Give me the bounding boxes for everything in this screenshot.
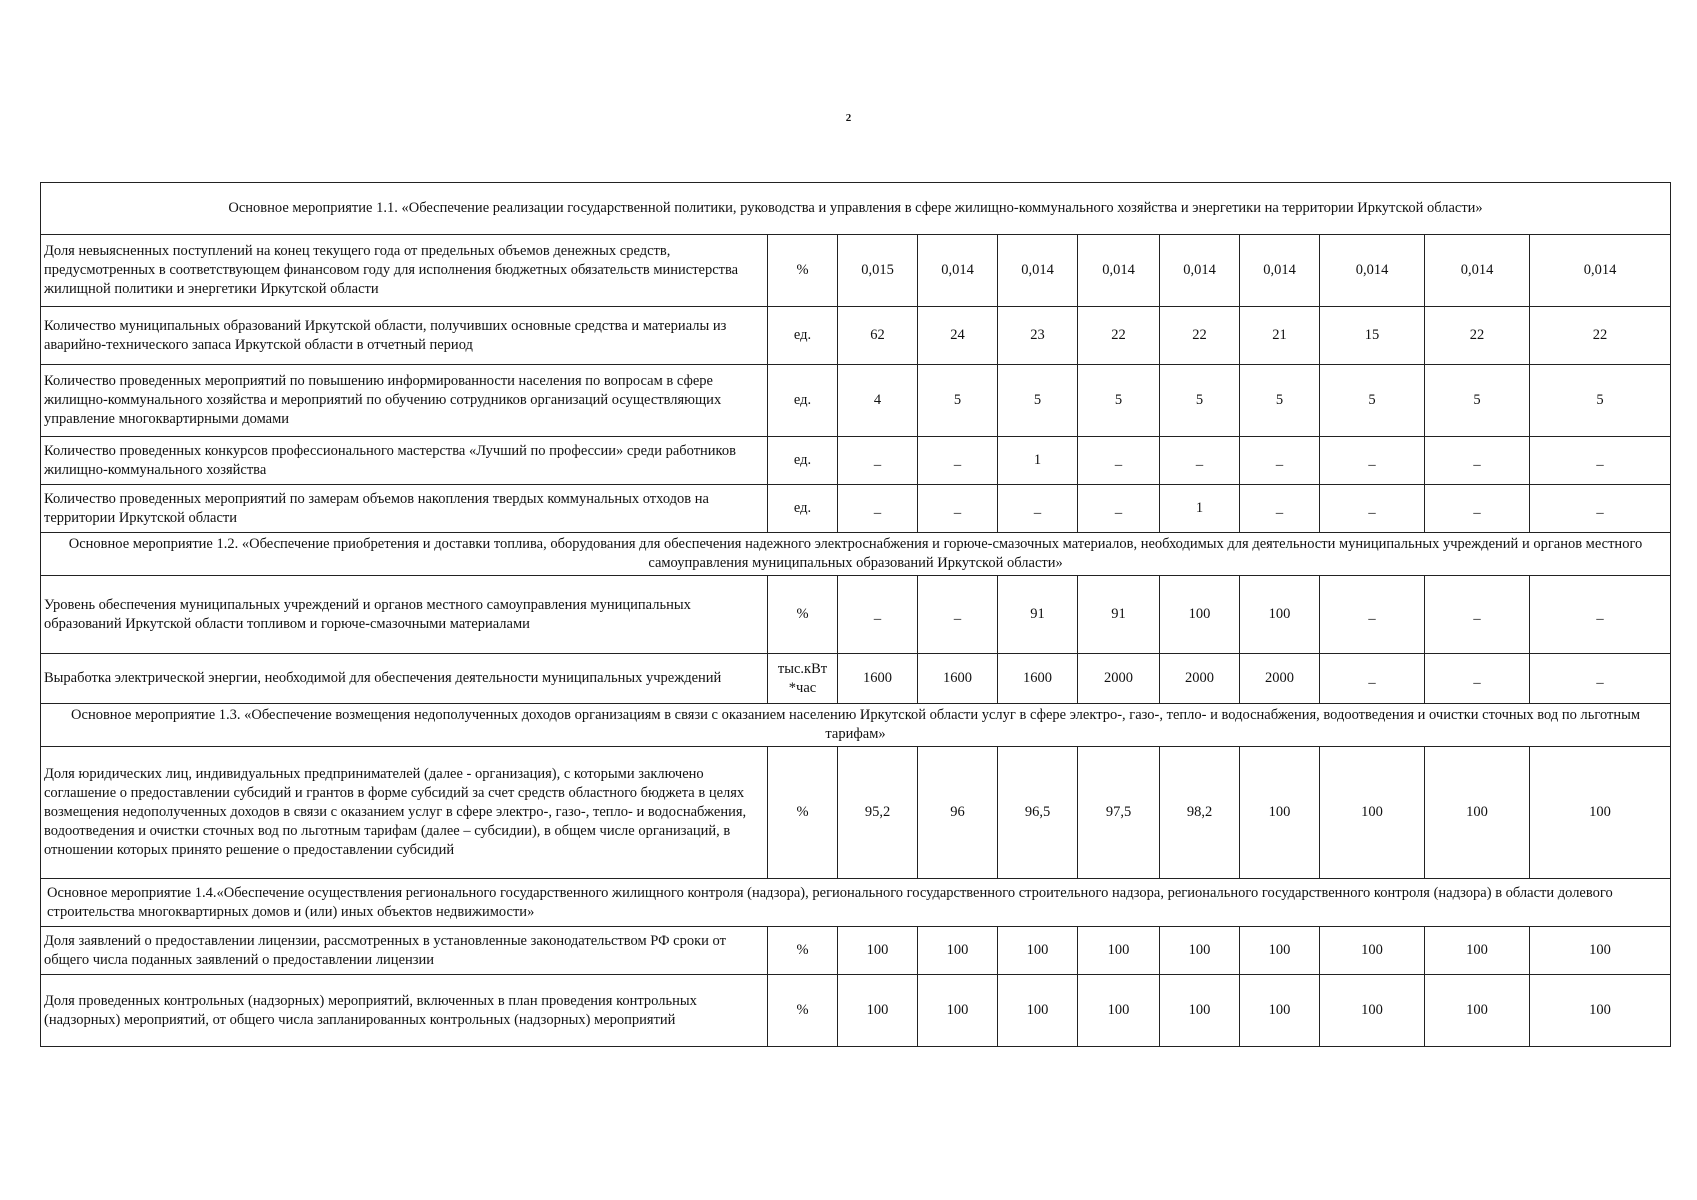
value-cell: 1600 bbox=[918, 654, 998, 704]
table-row bbox=[41, 576, 1671, 654]
value-cell: _ bbox=[838, 576, 918, 654]
value-cell: 2000 bbox=[1240, 654, 1320, 704]
unit-cell: % bbox=[768, 975, 838, 1047]
value-cell: _ bbox=[1425, 485, 1530, 533]
indicator-name: Количество проведенных конкурсов профессионального мастерства «Лучший по профессии» среди работников жилищно-коммунального хозяйства bbox=[41, 437, 768, 485]
value-cell: _ bbox=[918, 576, 998, 654]
value-cell: 100 bbox=[838, 975, 918, 1047]
page-number: 2 bbox=[845, 112, 852, 124]
value-cell: 100 bbox=[1160, 576, 1240, 654]
section-title: Основное мероприятие 1.1. «Обеспечение реализации государственной политики, руководства и управления в сфере жилищно-коммунального хозяйства и энергетики на территории Иркутской области» bbox=[41, 183, 1671, 235]
value-cell: _ bbox=[1425, 437, 1530, 485]
value-cell: 100 bbox=[1240, 747, 1320, 879]
value-cell: 100 bbox=[1530, 975, 1671, 1047]
unit-cell: тыс.кВт *час bbox=[768, 654, 838, 704]
value-cell: 0,014 bbox=[1160, 235, 1240, 307]
value-cell: 100 bbox=[1530, 747, 1671, 879]
value-cell: 98,2 bbox=[1160, 747, 1240, 879]
table-row bbox=[41, 365, 1671, 437]
table-row bbox=[41, 235, 1671, 307]
value-cell: 0,014 bbox=[1320, 235, 1425, 307]
value-cell: _ bbox=[1320, 654, 1425, 704]
value-cell: 1600 bbox=[998, 654, 1078, 704]
indicator-name: Доля юридических лиц, индивидуальных предпринимателей (далее - организация), с которыми заключено соглашение о предоставлении субсидий и грантов в форме субсидий за счет средств областного бюджета в целях возмещения недополученных доходов в связи с оказанием услуг в сфере электро-, газо-, тепло- и водоснабжения, водоотведения и очистки сточных вод по льготным тарифам (далее – субсидии), в общем числе организаций, в отношении которых принято решение о предоставлении субсидий bbox=[41, 747, 768, 879]
value-cell: _ bbox=[1078, 485, 1160, 533]
value-cell: 1600 bbox=[838, 654, 918, 704]
value-cell: 100 bbox=[1240, 576, 1320, 654]
value-cell: 100 bbox=[1425, 927, 1530, 975]
table-row bbox=[41, 437, 1671, 485]
value-cell: 100 bbox=[838, 927, 918, 975]
value-cell: 100 bbox=[1240, 927, 1320, 975]
value-cell: _ bbox=[1425, 654, 1530, 704]
section-header-row bbox=[41, 879, 1671, 927]
unit-cell: ед. bbox=[768, 307, 838, 365]
value-cell: 22 bbox=[1425, 307, 1530, 365]
unit-cell: % bbox=[768, 235, 838, 307]
section-title: Основное мероприятие 1.2. «Обеспечение приобретения и доставки топлива, оборудования для обеспечения надежного электроснабжения и горюче-смазочных материалов, необходимых для деятельности муниципальных учреждений и органов местного самоуправления муниципальных образований Иркутской области» bbox=[41, 533, 1671, 576]
section-header-row bbox=[41, 704, 1671, 747]
value-cell: 0,014 bbox=[998, 235, 1078, 307]
value-cell: _ bbox=[1240, 437, 1320, 485]
table-row bbox=[41, 927, 1671, 975]
value-cell: 2000 bbox=[1078, 654, 1160, 704]
value-cell: 21 bbox=[1240, 307, 1320, 365]
value-cell: 15 bbox=[1320, 307, 1425, 365]
value-cell: 100 bbox=[1425, 975, 1530, 1047]
value-cell: 100 bbox=[998, 975, 1078, 1047]
section-title: Основное мероприятие 1.4.«Обеспечение осуществления регионального государственного жилищного контроля (надзора), регионального государственного строительного надзора, регионального государственного контроля (надзора) в области долевого строительства многоквартирных домов и (или) иных объектов недвижимости» bbox=[41, 879, 1671, 927]
value-cell: _ bbox=[1530, 437, 1671, 485]
value-cell: 91 bbox=[1078, 576, 1160, 654]
value-cell: 0,014 bbox=[918, 235, 998, 307]
value-cell: 5 bbox=[1160, 365, 1240, 437]
value-cell: _ bbox=[1425, 576, 1530, 654]
value-cell: _ bbox=[1320, 437, 1425, 485]
value-cell: 100 bbox=[1078, 975, 1160, 1047]
value-cell: 5 bbox=[998, 365, 1078, 437]
section-header-row bbox=[41, 183, 1671, 235]
value-cell: _ bbox=[1240, 485, 1320, 533]
value-cell: 5 bbox=[918, 365, 998, 437]
value-cell: 0,015 bbox=[838, 235, 918, 307]
value-cell: 23 bbox=[998, 307, 1078, 365]
value-cell: 5 bbox=[1530, 365, 1671, 437]
indicator-name: Уровень обеспечения муниципальных учреждений и органов местного самоуправления муниципальных образований Иркутской области топливом и горюче-смазочными материалами bbox=[41, 576, 768, 654]
value-cell: _ bbox=[1530, 485, 1671, 533]
value-cell: 100 bbox=[1160, 975, 1240, 1047]
indicator-name: Доля заявлений о предоставлении лицензии, рассмотренных в установленные законодательством РФ сроки от общего числа поданных заявлений о предоставлении лицензии bbox=[41, 927, 768, 975]
table-row bbox=[41, 654, 1671, 704]
value-cell: 24 bbox=[918, 307, 998, 365]
value-cell: 100 bbox=[1240, 975, 1320, 1047]
table-row bbox=[41, 307, 1671, 365]
value-cell: _ bbox=[1078, 437, 1160, 485]
indicators-table bbox=[40, 182, 1671, 1047]
section-title: Основное мероприятие 1.3. «Обеспечение возмещения недополученных доходов организациям в связи с оказанием населению Иркутской области услуг в сфере электро-, газо-, тепло- и водоснабжения, водоотведения и очистки сточных вод по льготным тарифам» bbox=[41, 704, 1671, 747]
value-cell: 5 bbox=[1078, 365, 1160, 437]
value-cell: 1 bbox=[1160, 485, 1240, 533]
value-cell: _ bbox=[1160, 437, 1240, 485]
table-row bbox=[41, 975, 1671, 1047]
unit-cell: ед. bbox=[768, 437, 838, 485]
value-cell: 100 bbox=[1425, 747, 1530, 879]
unit-cell: ед. bbox=[768, 485, 838, 533]
value-cell: 97,5 bbox=[1078, 747, 1160, 879]
value-cell: 22 bbox=[1530, 307, 1671, 365]
value-cell: _ bbox=[998, 485, 1078, 533]
value-cell: 100 bbox=[1530, 927, 1671, 975]
value-cell: 100 bbox=[1078, 927, 1160, 975]
indicator-name: Количество муниципальных образований Иркутской области, получивших основные средства и материалы из аварийно-технического запаса Иркутской области в отчетный период bbox=[41, 307, 768, 365]
value-cell: _ bbox=[1320, 576, 1425, 654]
value-cell: _ bbox=[838, 485, 918, 533]
indicator-name: Доля невыясненных поступлений на конец текущего года от предельных объемов денежных средств, предусмотренных в соответствующем финансовом году для исполнения бюджетных обязательств министерства жилищной политики и энергетики Иркутской области bbox=[41, 235, 768, 307]
value-cell: 100 bbox=[998, 927, 1078, 975]
value-cell: 0,014 bbox=[1240, 235, 1320, 307]
unit-cell: % bbox=[768, 576, 838, 654]
value-cell: 5 bbox=[1320, 365, 1425, 437]
indicator-name: Выработка электрической энергии, необходимой для обеспечения деятельности муниципальных учреждений bbox=[41, 654, 768, 704]
value-cell: 22 bbox=[1078, 307, 1160, 365]
value-cell: 100 bbox=[918, 927, 998, 975]
value-cell: 5 bbox=[1425, 365, 1530, 437]
table-row bbox=[41, 747, 1671, 879]
indicator-name: Доля проведенных контрольных (надзорных) мероприятий, включенных в план проведения контрольных (надзорных) мероприятий, от общего числа запланированных контрольных (надзорных) мероприятий bbox=[41, 975, 768, 1047]
value-cell: _ bbox=[918, 437, 998, 485]
section-header-row bbox=[41, 533, 1671, 576]
value-cell: 100 bbox=[1320, 927, 1425, 975]
value-cell: _ bbox=[918, 485, 998, 533]
value-cell: 22 bbox=[1160, 307, 1240, 365]
value-cell: 100 bbox=[918, 975, 998, 1047]
unit-cell: % bbox=[768, 927, 838, 975]
table-row bbox=[41, 485, 1671, 533]
indicator-name: Количество проведенных мероприятий по повышению информированности населения по вопросам в сфере жилищно-коммунального хозяйства и мероприятий по обучению сотрудников организаций осуществляющих управление многоквартирными домами bbox=[41, 365, 768, 437]
indicator-name: Количество проведенных мероприятий по замерам объемов накопления твердых коммунальных отходов на территории Иркутской области bbox=[41, 485, 768, 533]
value-cell: 100 bbox=[1320, 747, 1425, 879]
value-cell: 0,014 bbox=[1078, 235, 1160, 307]
value-cell: _ bbox=[1530, 654, 1671, 704]
value-cell: 95,2 bbox=[838, 747, 918, 879]
value-cell: 96,5 bbox=[998, 747, 1078, 879]
value-cell: 1 bbox=[998, 437, 1078, 485]
value-cell: 0,014 bbox=[1530, 235, 1671, 307]
value-cell: 100 bbox=[1320, 975, 1425, 1047]
value-cell: _ bbox=[838, 437, 918, 485]
value-cell: 2000 bbox=[1160, 654, 1240, 704]
value-cell: _ bbox=[1320, 485, 1425, 533]
value-cell: 62 bbox=[838, 307, 918, 365]
unit-cell: % bbox=[768, 747, 838, 879]
value-cell: 91 bbox=[998, 576, 1078, 654]
value-cell: 0,014 bbox=[1425, 235, 1530, 307]
value-cell: 5 bbox=[1240, 365, 1320, 437]
unit-cell: ед. bbox=[768, 365, 838, 437]
value-cell: _ bbox=[1530, 576, 1671, 654]
value-cell: 96 bbox=[918, 747, 998, 879]
value-cell: 4 bbox=[838, 365, 918, 437]
value-cell: 100 bbox=[1160, 927, 1240, 975]
